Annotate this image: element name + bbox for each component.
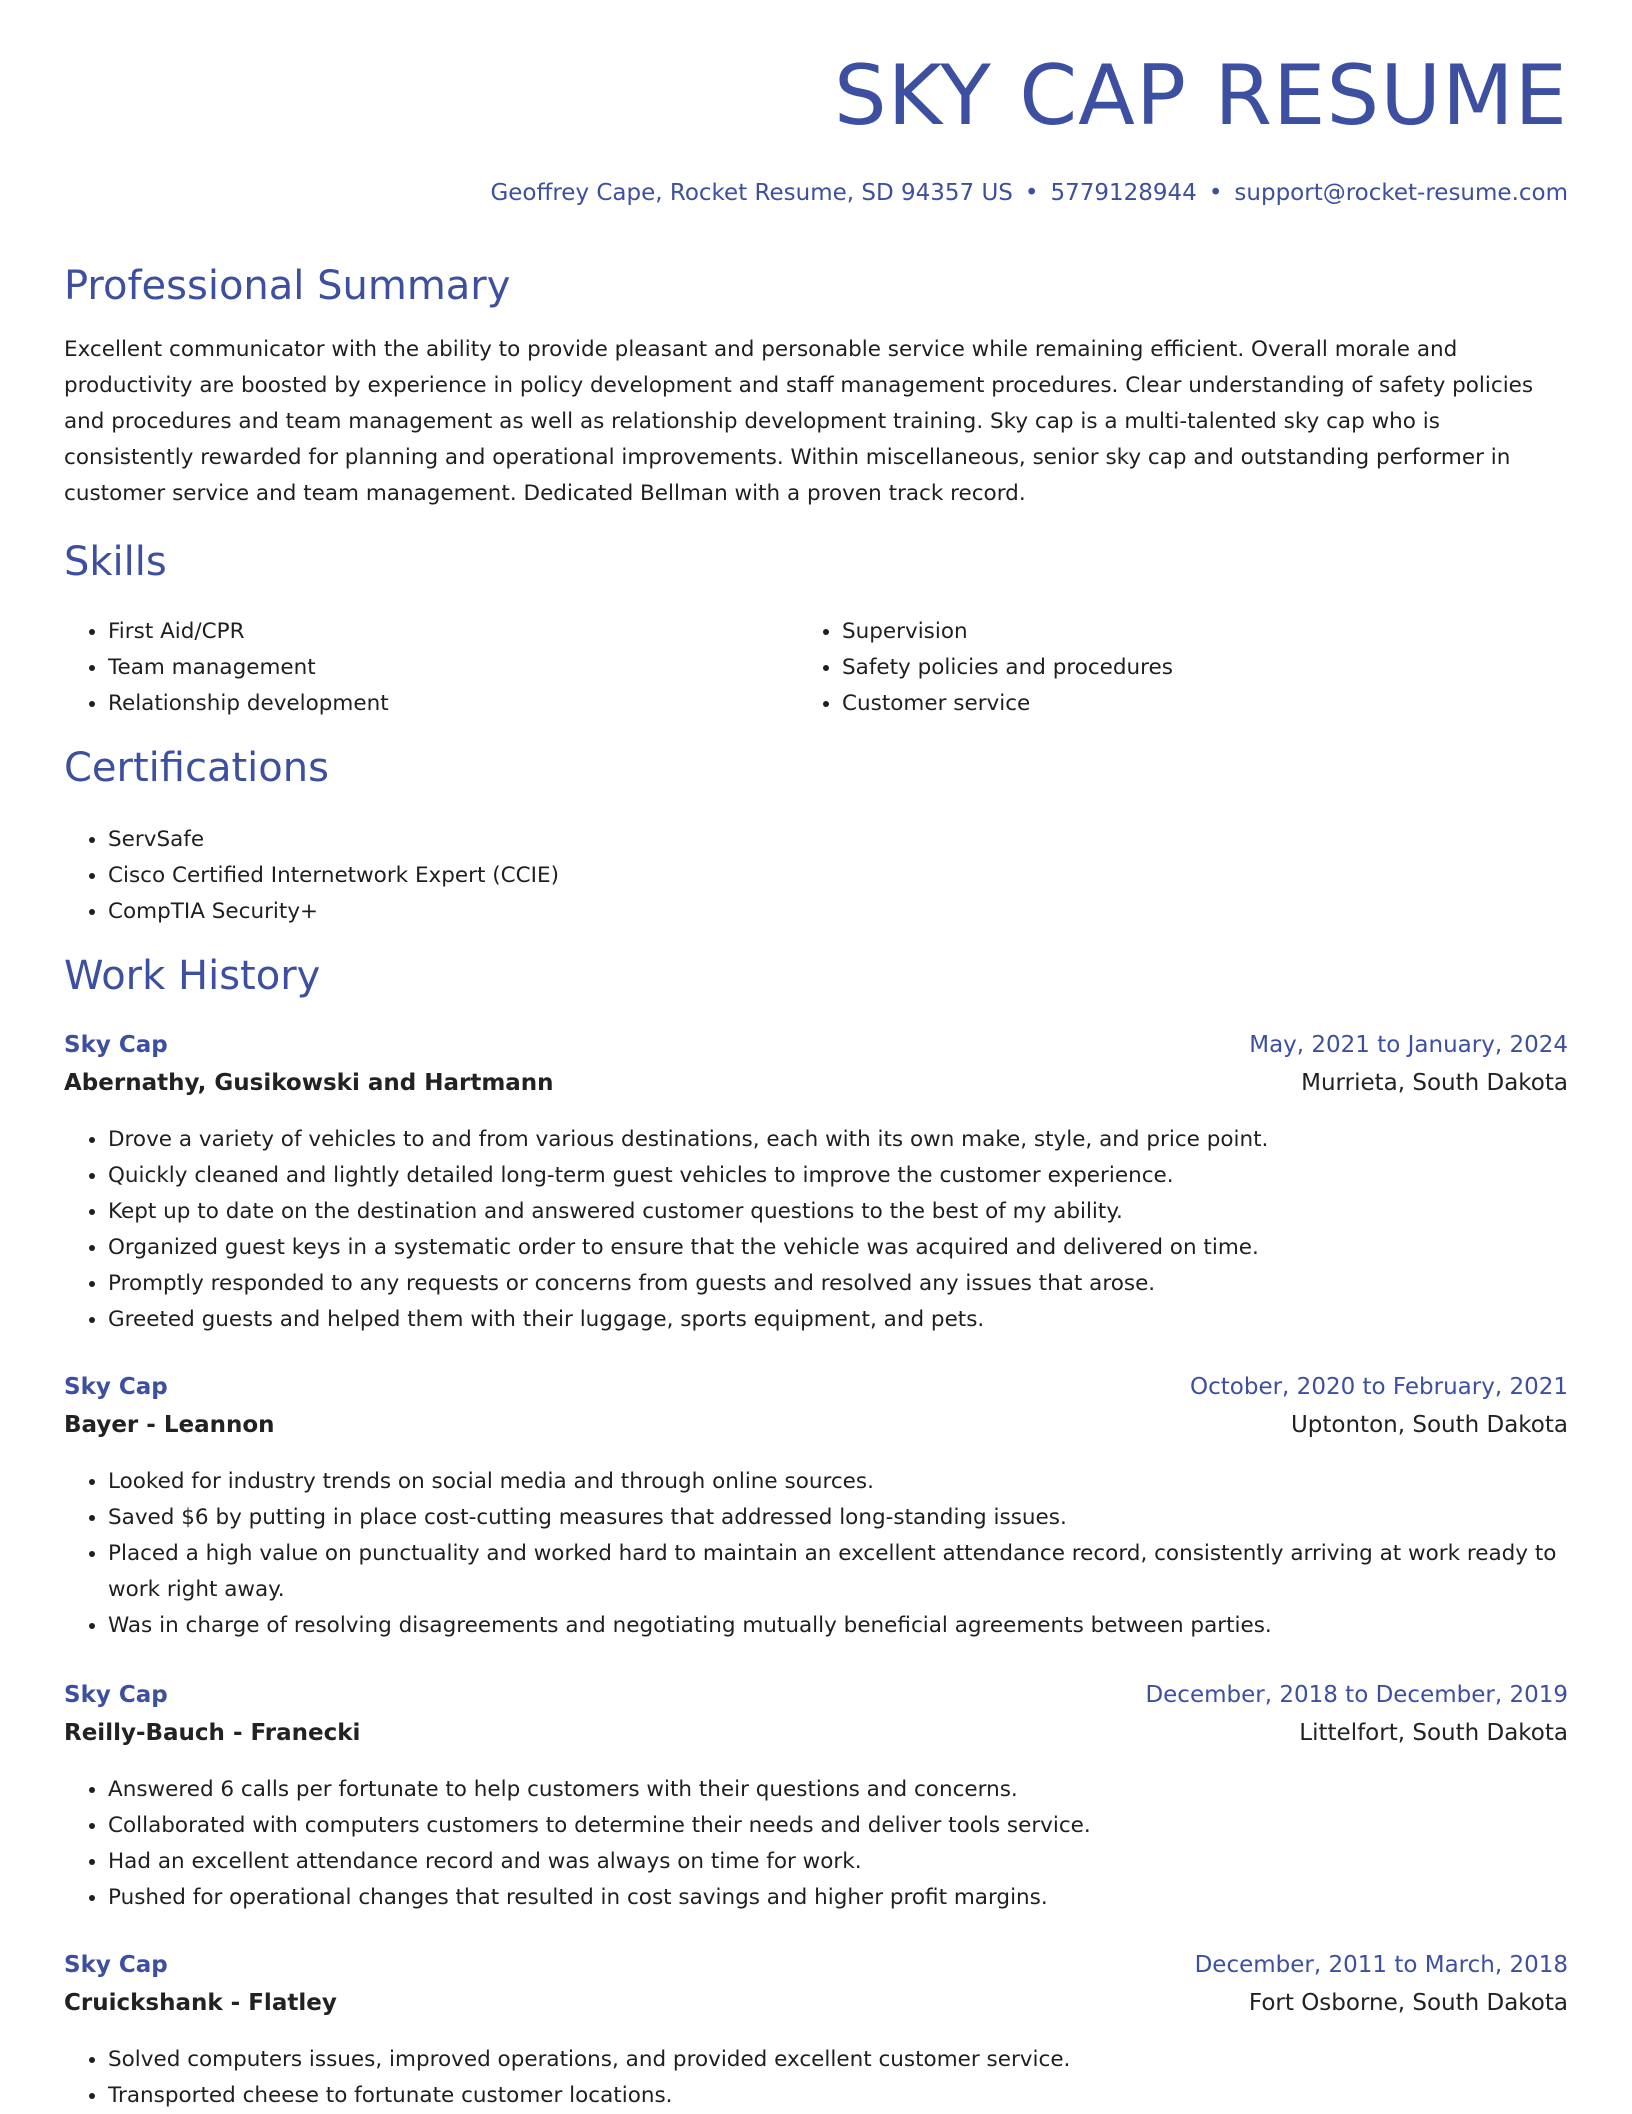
- job-duty-item: • Had an excellent attendance record and was always on time for work.: [108, 1844, 1568, 1880]
- job-company: Reilly-Bauch - Franecki: [64, 1720, 361, 1746]
- job-title: Sky Cap: [64, 1032, 168, 1058]
- job-duty-item: • Collaborated with computers customers to determine their needs and deliver tools service.: [108, 1808, 1568, 1844]
- job-company: Bayer - Leannon: [64, 1412, 275, 1438]
- job-location: Uptonton, South Dakota: [1290, 1412, 1568, 1438]
- contact-separator: •: [1208, 180, 1223, 206]
- job-duty-item: • Looked for industry trends on social media and through online sources.: [108, 1464, 1568, 1500]
- section-title-work-history: Work History: [64, 953, 321, 999]
- job-duty-item: • Placed a high value on punctuality and worked hard to maintain an excellent attendance record, consistently arriving at work ready to work right away.: [108, 1536, 1568, 1608]
- job-duty-item: • Answered 6 calls per fortunate to help customers with their questions and concerns.: [108, 1772, 1568, 1808]
- job-dates: December, 2011 to March, 2018: [1194, 1952, 1568, 1978]
- contact-address: Geoffrey Cape, Rocket Resume, SD 94357 US: [490, 180, 1013, 206]
- job-duty-item: • Saved $6 by putting in place cost-cutting measures that addressed long-standing issues.: [108, 1500, 1568, 1536]
- skill-item: • Team management: [108, 650, 808, 686]
- job-duty-item: • Solved computers issues, improved operations, and provided excellent customer service.: [108, 2042, 1568, 2078]
- skill-item: • Safety policies and procedures: [842, 650, 1542, 686]
- skills-list-left: [64, 614, 808, 722]
- job-entry: [64, 1032, 1568, 1338]
- certification-item: • ServSafe: [108, 822, 1108, 858]
- contact-line: [490, 180, 1568, 206]
- job-company: Abernathy, Gusikowski and Hartmann: [64, 1070, 554, 1096]
- job-company-row: [64, 1990, 1568, 2028]
- job-duty-item: • Organized guest keys in a systematic order to ensure that the vehicle was acquired and delivered on time.: [108, 1230, 1568, 1266]
- job-company-row: [64, 1720, 1568, 1758]
- job-duty-item: • Promptly responded to any requests or concerns from guests and resolved any issues that arose.: [108, 1266, 1568, 1302]
- skill-item: • Supervision: [842, 614, 1542, 650]
- job-duties-list: [64, 1772, 1568, 1916]
- job-company-row: [64, 1070, 1568, 1108]
- skill-item: • Relationship development: [108, 686, 808, 722]
- job-duties-list: [64, 2042, 1568, 2114]
- job-title: Sky Cap: [64, 1952, 168, 1978]
- job-dates: October, 2020 to February, 2021: [1190, 1374, 1568, 1400]
- job-title-row: [64, 1374, 1568, 1412]
- section-title-summary: Professional Summary: [64, 263, 511, 309]
- job-duty-item: • Quickly cleaned and lightly detailed long-term guest vehicles to improve the customer experience.: [108, 1158, 1568, 1194]
- job-duty-item: • Pushed for operational changes that resulted in cost savings and higher profit margins.: [108, 1880, 1568, 1916]
- job-entry: [64, 1374, 1568, 1644]
- job-dates: December, 2018 to December, 2019: [1145, 1682, 1568, 1708]
- job-title-row: [64, 1952, 1568, 1990]
- job-entry: [64, 1682, 1568, 1916]
- certifications-list: [64, 822, 1108, 930]
- job-duty-item: • Kept up to date on the destination and answered customer questions to the best of my ability.: [108, 1194, 1568, 1230]
- job-dates: May, 2021 to January, 2024: [1249, 1032, 1568, 1058]
- job-title-row: [64, 1032, 1568, 1070]
- job-location: Murrieta, South Dakota: [1301, 1070, 1568, 1096]
- certification-item: • CompTIA Security+: [108, 894, 1108, 930]
- summary-text: Excellent communicator with the ability to provide pleasant and personable service while remaining efficient. Overall morale and productivity are boosted by experience in policy development and staff management procedures. Clear understanding of safety policies and procedures and team management as well as relationship development training. Sky cap is a multi-talented sky cap who is consistently rewarded for planning and operational improvements. Within miscellaneous, senior sky cap and outstanding performer in customer service and team management. Dedicated Bellman with a proven track record.: [64, 337, 1534, 506]
- job-company-row: [64, 1412, 1568, 1450]
- contact-phone: 5779128944: [1050, 180, 1197, 206]
- job-entry: [64, 1952, 1568, 2114]
- job-duty-item: • Transported cheese to fortunate customer locations.: [108, 2078, 1568, 2114]
- skill-item: • First Aid/CPR: [108, 614, 808, 650]
- job-title: Sky Cap: [64, 1374, 168, 1400]
- section-title-skills: Skills: [64, 539, 167, 585]
- contact-email: support@rocket-resume.com: [1234, 180, 1568, 206]
- job-duties-list: [64, 1464, 1568, 1644]
- job-duties-list: [64, 1122, 1568, 1338]
- job-duty-item: • Drove a variety of vehicles to and from various destinations, each with its own make, style, and price point.: [108, 1122, 1568, 1158]
- certification-item: • Cisco Certified Internetwork Expert (CCIE): [108, 858, 1108, 894]
- job-duty-item: • Was in charge of resolving disagreements and negotiating mutually beneficial agreements between parties.: [108, 1608, 1568, 1644]
- job-title: Sky Cap: [64, 1682, 168, 1708]
- skills-list-right: [798, 614, 1542, 722]
- contact-separator: •: [1024, 180, 1039, 206]
- job-company: Cruickshank - Flatley: [64, 1990, 337, 2016]
- skill-item: • Customer service: [842, 686, 1542, 722]
- section-title-certifications: Certifications: [64, 745, 329, 791]
- job-title-row: [64, 1682, 1568, 1720]
- job-duty-item: • Greeted guests and helped them with their luggage, sports equipment, and pets.: [108, 1302, 1568, 1338]
- resume-title: SKY CAP RESUME: [833, 47, 1568, 144]
- job-location: Littelfort, South Dakota: [1299, 1720, 1568, 1746]
- job-location: Fort Osborne, South Dakota: [1248, 1990, 1568, 2016]
